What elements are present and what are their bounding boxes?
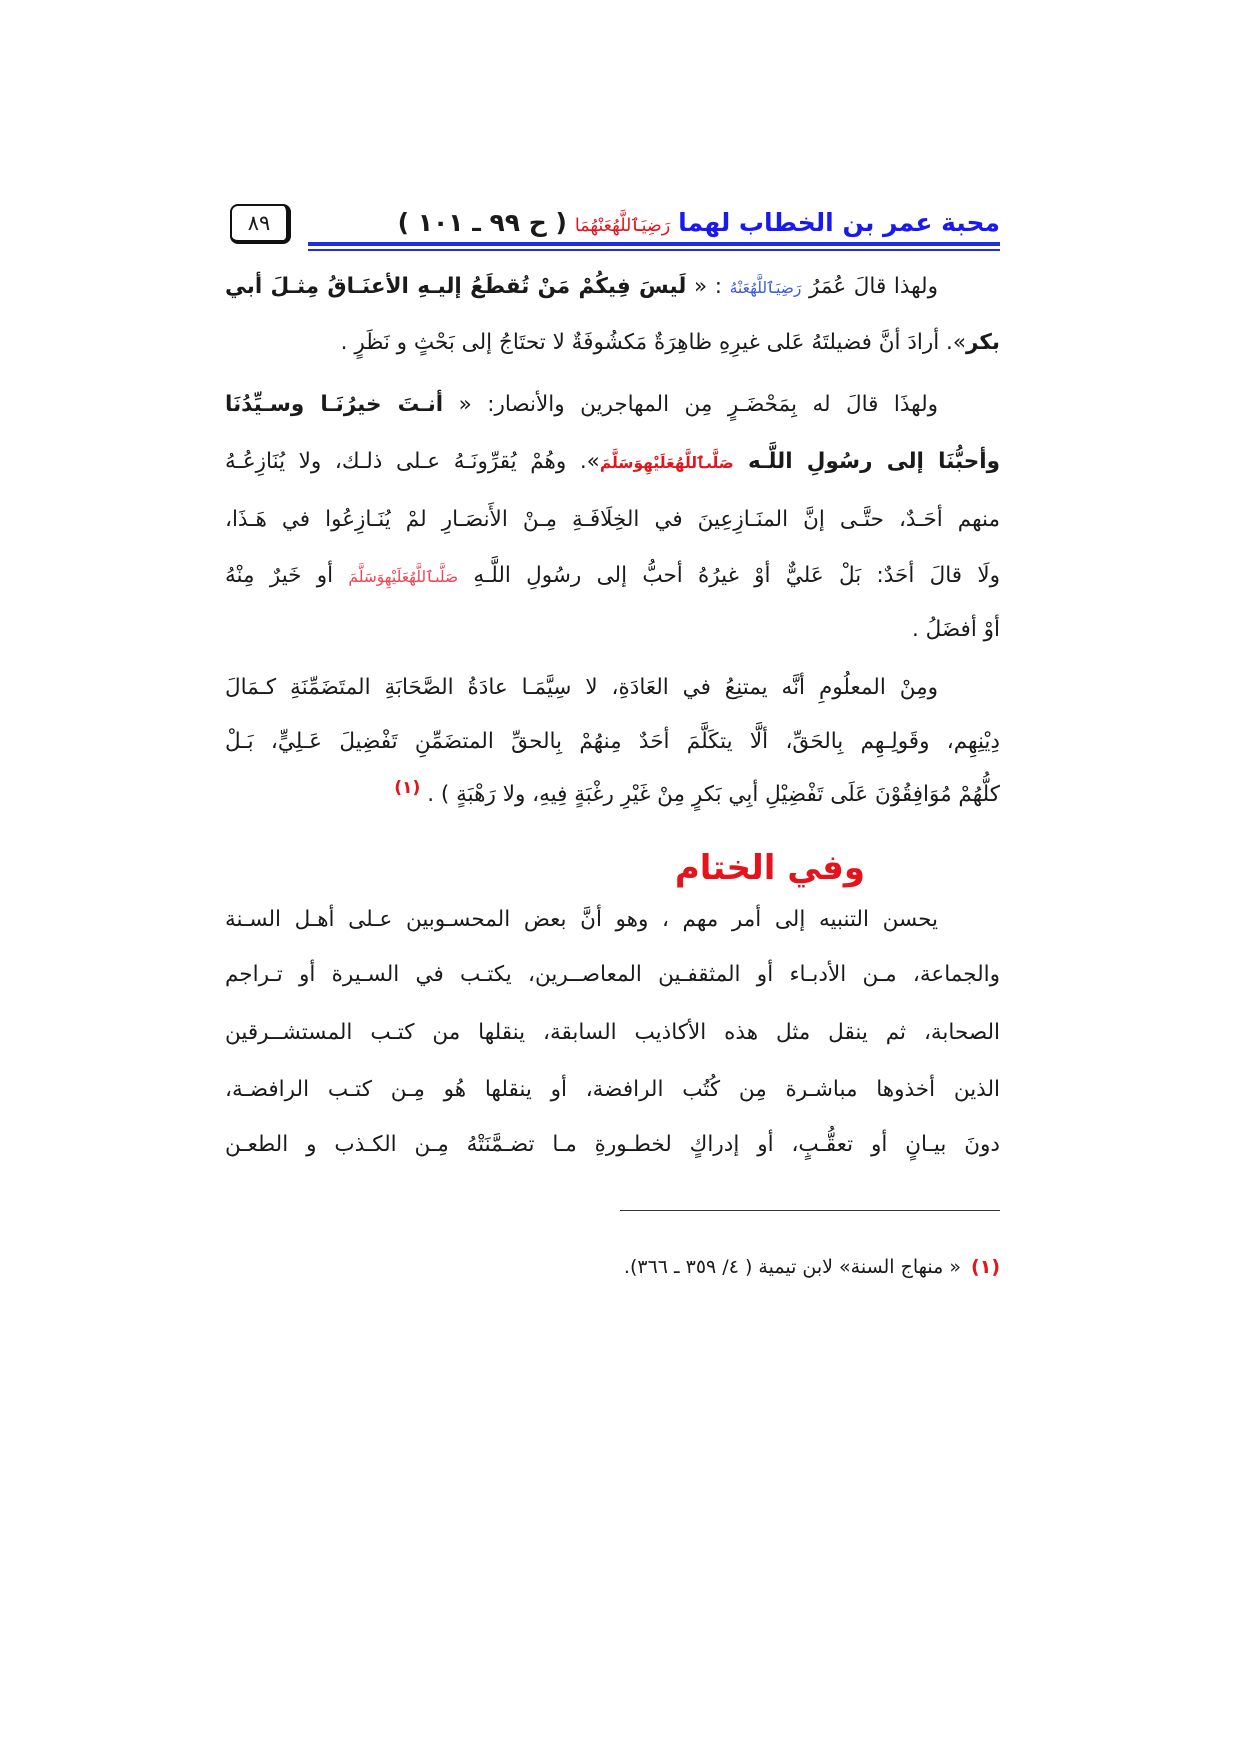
body-line (225, 262, 938, 312)
body-line (225, 770, 1000, 820)
header-rule (308, 249, 1000, 251)
footnote-marker: (١) (971, 1256, 1000, 1278)
header-title: محبة عمر بن الخطاب لهما (678, 208, 1000, 237)
running-header (398, 202, 1000, 244)
body-line (225, 495, 1000, 545)
page-number: ٨٩ (230, 204, 291, 244)
body-line (225, 437, 1000, 487)
line-text: ». وهُمْ يُقرِّونَـهُ عـلى ذلـك، ولا يُنَازِعُـهُ (225, 449, 600, 474)
quote-text: أنـتَ خيرُنَـا وسـيِّدُنَا (225, 392, 444, 417)
body-line (225, 950, 1000, 1000)
footnote-reference[interactable]: (١) (394, 778, 421, 798)
body-line (225, 1120, 1000, 1170)
body-line (225, 1008, 1000, 1058)
line-text: الصحابة، ثم ينقل مثل هذه الأكاذيب السابقة، ينقلها من كتـب المستشــرقين (225, 1020, 1000, 1045)
body-line (225, 551, 1000, 601)
line-text: منهم أحَـدٌ، حتَّـى إنَّ المنَـازِعِينَ في الخِلَافَـةِ مِـنْ الأَنصَـارِ لمْ يُنَـازِعُوا في هَـذَا، (225, 507, 1000, 532)
line-text: يحسن التنبيه إلى أمر مهم ، وهو أنَّ بعض المحسـوبين عـلى أهـل السـنة (225, 907, 938, 932)
body-line (225, 895, 938, 945)
line-text: ». أرادَ أنَّ فضيلتَهُ عَلى غيرِهِ ظاهِرَةٌ مَكشُوفَةٌ لا تحتَاجُ إلى بَحْثٍ و نَظَرٍ . (340, 330, 967, 355)
hadith-range: ( ح ٩٩ ـ ١٠١ ) (397, 208, 567, 237)
line-text: ومِنْ المعلُومِ أنَّه يمتنِعُ في العَادَةِ، لا سِيَّمَـا عادَةُ الصَّحَابَةِ المتَضَمِّنَةِ كـمَالَ (225, 675, 938, 700)
line-text: والجماعة، مـن الأدبـاء أو المثقفـين المعاصــرين، يكتـب في السـيرة أو تـراجم (225, 962, 1000, 987)
honorific-ligature: رَضِيَٱللَّهُعَنْهُمَا (574, 216, 671, 236)
body-line (225, 318, 1000, 368)
footnote-text: « منهاج السنة» لابن تيمية ( ٤/ ٣٥٩ ـ ٣٦٦). (623, 1256, 962, 1278)
line-text: دونَ بيـانٍ أو تعقُّـبٍ، أو إدراكٍ لخطـورةِ مـا تضـمَّنَتْهُ مِـن الكـذب و الطعـن (225, 1132, 1000, 1157)
body-line (225, 380, 938, 430)
line-text: أوْ أفضَلُ . (911, 617, 1000, 642)
line-text: ولهذَا قالَ له بِمَحْضَـرٍ مِن المهاجرين والأنصار: « (443, 392, 939, 417)
line-text: أو خَيرٌ مِنْهُ (225, 563, 349, 588)
body-line (225, 605, 1000, 655)
honorific-ligature: رَضِيَٱللَّهُعَنْهُ (729, 279, 802, 297)
footnote (624, 1250, 1000, 1284)
line-text: : « (686, 274, 730, 299)
footnote-separator (620, 1210, 1000, 1211)
line-text: دِيْنِهِم، وقَولِـهِم بِالحَقِّ، ألَّا يتكَلَّمَ أحَدٌ مِنهُمْ بِالحقِّ المتضَمِّنِ تَفْضِيلَ عَـلِيٍّ، بَـلْ (225, 729, 1000, 754)
line-text: الذين أخذوها مباشـرة مِن كُتُب الرافضة، أو ينقلها هُو مِـن كتـب الرافضـة، (225, 1077, 1000, 1102)
quote-text: لَيسَ فِيكُمْ مَنْ تُقطَعُ إليـهِ الأعنَـاقُ مِثـلَ أبي (225, 274, 687, 299)
quote-text: وأحبُّنَا إلى رسُولِ اللَّـه (733, 449, 1000, 474)
line-text: ولَا قالَ أحَدٌ: بَلْ عَليٌّ أوْ غيرُهُ أحبُّ إلى رسُولِ اللَّـهِ (458, 563, 1001, 588)
line-text: كلُّهُمْ مُوَافِقُوْنَ عَلَى تَفْضِيْلِ أبِي بَكرٍ مِنْ غَيْرِ رغْبَةٍ فِيهِ، ولا رَهْبَةٍ ) . (420, 782, 1000, 807)
quote-text: بكر (966, 330, 1000, 355)
body-line (225, 717, 1000, 767)
body-line (225, 663, 938, 713)
section-heading: وفي الختام (674, 848, 865, 888)
line-text: ولهذا قالَ عُمَرُ (801, 274, 938, 299)
honorific-ligature: صَلَّىٱللَّهُعَلَيْهِوَسَلَّمَ (599, 454, 734, 472)
header-rule (308, 242, 1000, 246)
honorific-ligature: صَلَّىٱللَّهُعَلَيْهِوَسَلَّمَ (348, 568, 459, 586)
body-line (225, 1065, 1000, 1115)
